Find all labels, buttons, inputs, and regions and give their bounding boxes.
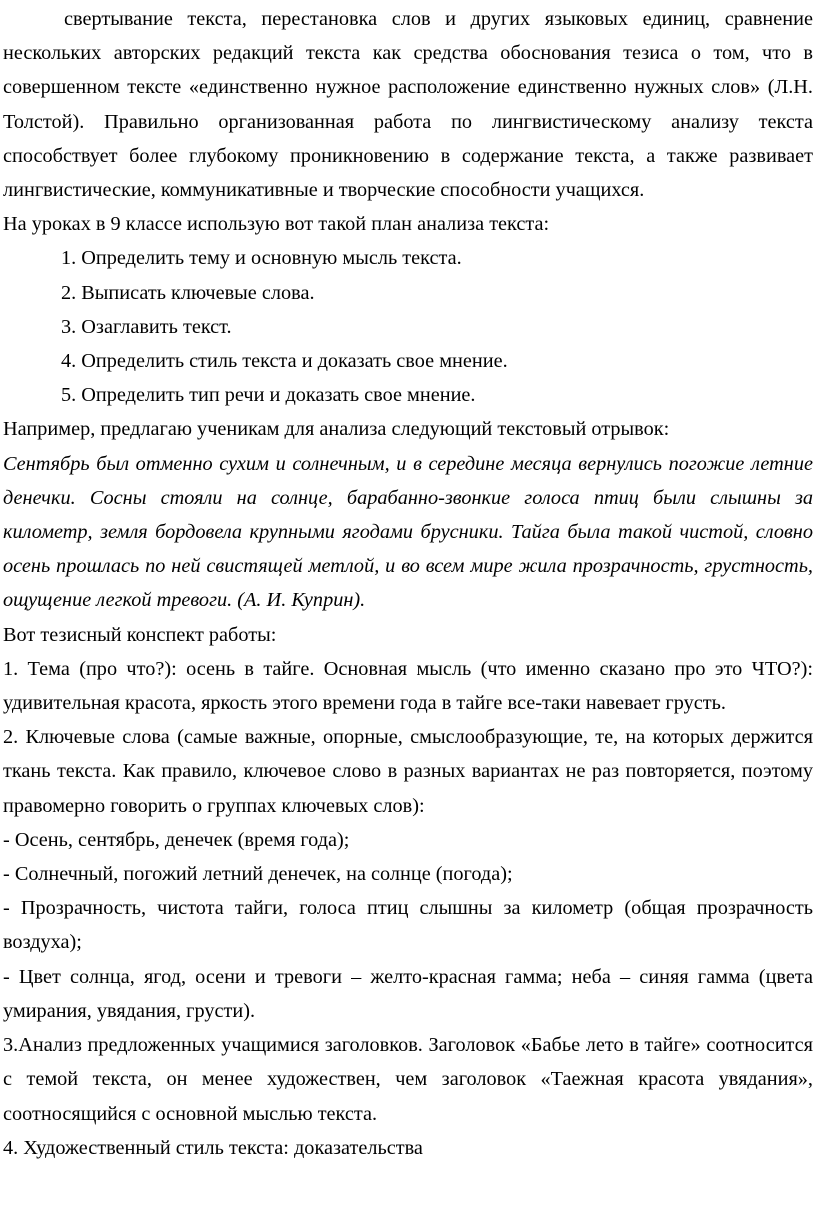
plan-intro: На уроках в 9 классе использую вот такой план анализа текста: (3, 213, 550, 236)
excerpt-intro: Например, предлагаю ученикам для анализа следующий текстовый отрывок: (3, 418, 670, 441)
summary-item-titles: 3.Анализ предложенных учащимися заголовков. Заголовок «Бабье лето в тайге» соотносится с темой текста, он менее художествен, чем заголовок «Таежная красота увядания», соотносящийся с основной мыслью текста. (3, 1034, 813, 1125)
summary-item-keywords: 2. Ключевые слова (самые важные, опорные, смыслообразующие, те, на которых держится ткань текста. Как правило, ключевое слово в разных вариантах не раз повторяется, поэтому правомерно говорить о группах ключевых слов): (3, 726, 813, 817)
plan-item: 1. Определить тему и основную мысль текста. (61, 247, 462, 270)
keyword-group: - Осень, сентябрь, денечек (время года); (3, 828, 350, 851)
summary-item-theme: 1. Тема (про что?): осень в тайге. Основная мысль (что именно сказано про это ЧТО?): удивительная красота, яркость этого времени года в тайге все-таки навевает грусть. (3, 657, 813, 715)
summary-title: Вот тезисный конспект работы: (3, 623, 277, 646)
paragraph-text-analysis: свертывание текста, перестановка слов и других языковых единиц, сравнение нескольких авторских редакций текста как средства обоснования тезиса о том, что в совершенном тексте «единственно нужное расположение единственно нужных слов» (Л.Н. Толстой). Правильно организованная работа по лингвистическому анализу текста способствует более глубокому проникновению в содержание текста, а также развивает лингвистические, коммуникативные и творческие способности учащихся. (3, 8, 813, 202)
plan-item: 4. Определить стиль текста и доказать свое мнение. (61, 350, 508, 373)
plan-item: 3. Озаглавить текст. (61, 315, 232, 338)
plan-item: 2. Выписать ключевые слова. (61, 281, 315, 304)
keyword-group: - Солнечный, погожий летний денечек, на солнце (погода); (3, 863, 513, 886)
plan-item: 5. Определить тип речи и доказать свое мнение. (61, 384, 476, 407)
summary-item-style: 4. Художественный стиль текста: доказательства (3, 1136, 423, 1159)
keyword-group: - Прозрачность, чистота тайги, голоса птиц слышны за километр (общая прозрачность воздуха); (3, 897, 813, 954)
keyword-group: - Цвет солнца, ягод, осени и тревоги – желто-красная гамма; неба – синяя гамма (цвета умирания, увядания, грусти). (3, 965, 813, 1022)
excerpt-quote: Сентябрь был отменно сухим и солнечным, и в середине месяца вернулись погожие летние денечки. Сосны стояли на солнце, барабанно-звонкие голоса птиц были слышны за километр, земля бордовела крупными ягодами брусники. Тайга была такой чистой, словно осень прошлась по ней свистящей метлой, и во всем мире жила прозрачность, грустность, ощущение легкой тревоги. (А. И. Куприн). (3, 452, 813, 612)
